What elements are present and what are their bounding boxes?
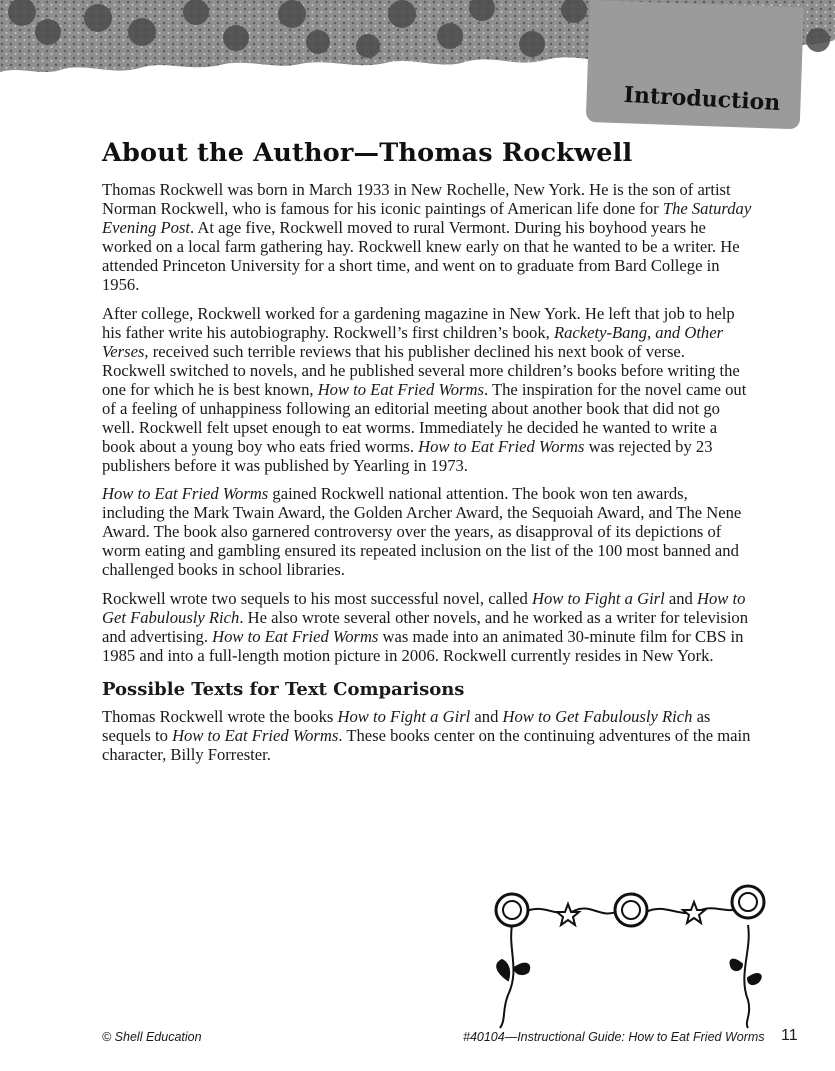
book-title-text: How to Eat Fried Worms — [212, 626, 379, 646]
book-title-text: How to Get Fabulously Rich — [102, 588, 746, 627]
text-run: . At age five, Rockwell moved to rural Vermont. During his boyhood years he worked on a local farm gathering hay. Rockwell knew early on that he wanted to be a writer. He attended Princeton University for a short time, and went on to graduate from Bard College in 1956. — [102, 218, 740, 294]
text-run: was made into an animated 30-minute film for CBS in 1985 and into a full-length motion picture in 2006. Rockwell currently resides in New York. — [102, 626, 744, 665]
footer-product: #40104—Instructional Guide: How to Eat Fried Worms — [463, 1030, 765, 1044]
book-title-text: Rackety-Bang, and Other Verses — [102, 322, 724, 361]
text-run: . These books center on the continuing adventures of the main character, Billy Forrester. — [102, 725, 751, 764]
page-number: 11 — [781, 1027, 798, 1044]
bio-paragraph — [102, 589, 752, 665]
flower-vine-illustration — [486, 880, 776, 1030]
text-run: . The inspiration for the novel came out of a feeling of unhappiness following an editorial meeting about another book that did not go well. Rockwell felt upset enough to eat worms. Immediately he decided he wanted to write a book about a young boy who eats fried worms. — [102, 379, 747, 456]
text-run: After college, Rockwell worked for a gardening magazine in New York. He left that job to help his father write his autobiography. Rockwell’s first children’s book, — [102, 303, 735, 342]
text-run: and — [470, 706, 503, 726]
text-run: Thomas Rockwell was born in March 1933 in New Rochelle, New York. He is the son of artist Norman Rockwell, who is famous for his iconic paintings of American life done for — [102, 180, 731, 218]
book-title-text: How to Eat Fried Worms — [418, 436, 585, 456]
text-run: as sequels to — [102, 706, 711, 745]
book-title-text: How to Eat Fried Worms — [317, 379, 484, 399]
section-tab-label: Introduction — [623, 81, 782, 117]
book-title-text: The Saturday Evening Post — [102, 199, 752, 237]
section-subheading: Possible Texts for Text Comparisons — [102, 678, 465, 700]
footer-publisher: © Shell Education — [102, 1030, 202, 1044]
text-run: was rejected by 23 publishers before it was published by Yearling in 1973. — [102, 436, 713, 475]
comparison-paragraph — [102, 707, 752, 764]
page-title: About the Author—Thomas Rockwell — [102, 138, 633, 168]
section-tab — [586, 0, 804, 129]
text-run: and — [664, 588, 698, 608]
text-run: Rockwell wrote two sequels to his most successful novel, called — [102, 588, 532, 608]
book-title-text: How to Get Fabulously Rich — [502, 706, 693, 726]
book-title-text: How to Fight a Girl — [337, 706, 471, 726]
book-title-text: How to Eat Fried Worms — [102, 484, 269, 503]
bio-paragraph — [102, 304, 752, 475]
text-run: gained Rockwell national attention. The book won ten awards, including the Mark Twain Award, the Golden Archer Award, the Sequoiah Award, and The Nene Award. The book also garnered controversy over the years, as disapproval of its depictions of worm eating and gambling ensured its repeated inclusion on the list of the 100 most banned and challenged books in school libraries. — [102, 484, 742, 579]
text-run: . He also wrote several other novels, and he worked as a writer for television and advertising. — [102, 607, 749, 646]
book-title-text: How to Eat Fried Worms — [172, 725, 339, 745]
bio-paragraph — [102, 484, 752, 579]
book-title-text: How to Fight a Girl — [531, 588, 665, 608]
bio-paragraph — [102, 180, 752, 294]
text-run: , received such terrible reviews that his publisher declined his next book of verse. Rockwell switched to novels, and he published several more children’s books before writing the one for which he is best known, — [102, 341, 740, 399]
author-biography — [102, 180, 752, 773]
text-run: Thomas Rockwell wrote the books — [102, 706, 338, 726]
